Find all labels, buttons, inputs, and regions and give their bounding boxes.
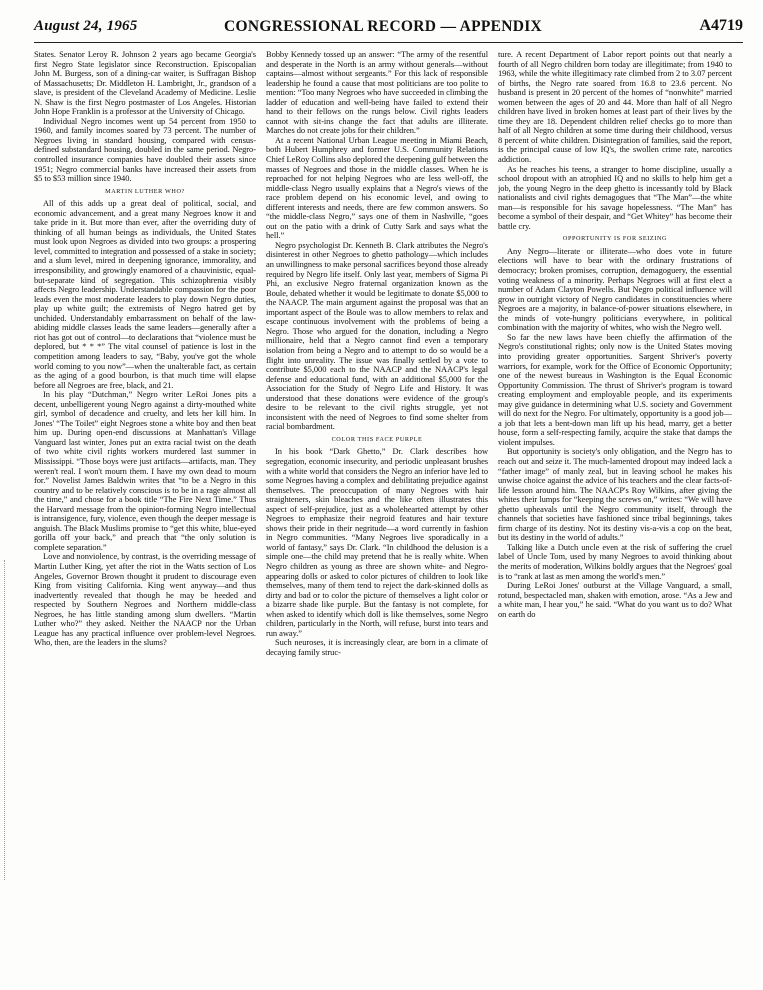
body-paragraph: States. Senator Leroy R. Johnson 2 years ago became Georgia's first Negro State legislator since Reconstruction. Episcopalian John M. Burgess, son of a dining-car waiter, is Suffragan Bishop of Massachusetts; Dr. Middleton H. Lambright, Jr., grandson of a slave, is president of the Cleveland Academy of Medicine. Leslie N. Shaw is the first Negro postmaster of Los Angeles. Historian John Hope Franklin is a professor at the University of Chicago. xyxy=(34,50,256,117)
body-paragraph: Bobby Kennedy tossed up an answer: “The army of the resentful and desperate in the North is an army without generals—without captains—almost without sergeants.” For this lack of responsible leadership he found a cause that most politicians are too polite to mention: “Too many Negroes who have succeeded in climbing the ladder of education and well-being have failed to extend their hand to their fellows on the rungs below. Civil rights leaders cannot with sit-ins change the fact that adults are illiterate. Marches do not create jobs for their children.” xyxy=(266,50,488,136)
text-column-3 xyxy=(498,50,732,980)
body-paragraph: Talking like a Dutch uncle even at the risk of suffering the cruel label of Uncle Tom, used by many Negroes to avoid thinking about the merits of moderation, Wilkins boldly argues that the Negroes' goal is to “rank at last as men among the world's men.” xyxy=(498,541,732,581)
body-paragraph: Individual Negro incomes went up 54 percent from 1950 to 1960, and family incomes soared by 73 percent. The number of Negroes living in standard housing, compared with census-defined substandard housing, doubled in the same period. Negro-controlled insurance companies have doubled their assets since 1951; Negro commercial banks have increased their assets from $5 to $53 million since 1940. xyxy=(34,115,256,184)
section-heading: MARTIN LUTHER WHO? xyxy=(105,187,185,195)
body-paragraph: Love and nonviolence, by contrast, is the overriding message of Martin Luther King, yet after the riot in the Watts section of Los Angeles, Governor Brown thought it prudent to discourage even King from visiting California. King went anyway—and thus inadvertently revealed that though he may be heeded and respected by Southern Negroes and Northern middle-class Negroes, he has little standing among slum dwellers. “Martin Luther who?” they asked. Neither the NAACP nor the Urban League has any practical influence over problem-level Negroes. Who, then, are the leaders in the slums? xyxy=(34,551,256,648)
header-rule xyxy=(34,42,743,43)
body-paragraph: So far the new laws have been chiefly the affirmation of the Negro's constitutional rights; only now is the United States moving into providing greater opportunities. Sargent Shriver's poverty warriors, for example, work for the Office of Economic Opportunity; one of the newest bureaus in Washington is the Equal Economic Opportunity Commission. The thrust of Shriver's program is toward creating employment and employable people, and its experiments may give guidance in determining what U.S. society and Government will do next for the Negro. For ultimately, opportunity is a good job—a job that lets a bent-down man lift up his head, marry, get a better house, form a self-respecting family, acquire the stake that damps the violent impulses. xyxy=(498,331,732,447)
body-paragraph: Any Negro—literate or illiterate—who does vote in future elections will have to bear with the ordinary frustrations of democracy; broken promises, corruption, demagoguery, the essential voting weakness of a minority. Perhaps Negroes will at first elect a number of Adam Clayton Powells. But Negro political influence will grow in outright victory of Negro candidates in constituencies where Negroes are a majority, in balance-of-power situations elsewhere, in the minds of vote-hungry politicians everywhere, in political combination with the majority of whites, who wish the Negro well. xyxy=(498,245,732,333)
section-heading: COLOR THIS FACE PURPLE xyxy=(331,435,423,443)
body-paragraph: But opportunity is society's only obligation, and the Negro has to reach out and seize it. The much-lamented dropout may indeed lack a “father image” of manly zeal, but in leaving school he makes his unwise choice against the advice of his teachers and the clear facts-of-life lesson around him. The NAACP's Roy Wilkins, after giving the whites their lumps for “keeping the screws on,” writes: “We will have ghetto upheavals until the Negro community itself, through the channels that societies have fashioned since tribal beginnings, takes firm charge of its destiny. Not its destiny vis-a-vis a cop on the beat, but its destiny in the world of adults.” xyxy=(498,446,732,543)
body-paragraph: In his play “Dutchman,” Negro writer LeRoi Jones pits a decent, unbelligerent young Negro against a dirty-mouthed white girl, symbol of decadence and cruelty, and lets her kill him. In Jones' “The Toilet” eight Negroes stone a white boy and then beat him up. During open-end discussions at Manhattan's Village Vanguard last winter, Jones put an extra racial twist on the death of two white civil rights workers murdered last summer in Mississippi. “Those boys were just artifacts—artifacts, man. They weren't real. I won't mourn them. I have my own dead to mourn for.” Novelist James Baldwin writes that “to be a Negro in this country and to be relatively conscious is to be in a rage almost all the time,” and chose for a book title “The Fire Next Time.” Thus the Harvard message from the opinion-forming Negro intellectual is intransigence, fury, violence, even though the deeper message is anguish. The Black Muslims promise to “get this white, blue-eyed gorilla off your back,” and preach that “the only solution is complete separation.” xyxy=(34,389,256,552)
section-heading: OPPORTUNITY IS FOR SEIZING xyxy=(562,235,668,243)
body-paragraph: Such neuroses, it is increasingly clear, are born in a climate of decaying family struc- xyxy=(266,637,488,657)
page-header xyxy=(34,16,743,40)
text-column-1 xyxy=(34,50,256,980)
body-paragraph: ture. A recent Department of Labor report points out that nearly a fourth of all Negro children born today are illegitimate; from 1940 to 1963, while the white illegitimacy rate climbed from 2 to 3.07 percent of births, the Negro rate soared from 16.8 to 23.6 percent. No husband is present in 20 percent of the homes of “nonwhite” married women between the ages of 20 and 44. More than half of all Negro children have lived in broken homes at least part of their lives by the time they are 18. Dependent children relief checks go to more than half of all Negro children at some time during their childhood, versus 8 percent of white children. Disintegration of families, said the report, is the principal cause of low IQ's, the swollen crime rate, narcotics addiction. xyxy=(498,50,732,165)
body-paragraph: As he reaches his teens, a stranger to home discipline, usually a school dropout with an atrophied IQ and no skills to help him get a job, the young Negro in the deep ghetto is incessantly told by Black nationalists and civil rights demagogues that “The Man”—the white man—is responsible for his savage hopelessness. “The Man” has become a symbol of their despair, and “Get Whitey” has become their battle cry. xyxy=(498,163,732,231)
body-paragraph: In his book “Dark Ghetto,” Dr. Clark describes how segregation, economic insecurity, and periodic unpleasant brushes with a white world that considers the Negro an inferior have led to some Negroes having a complex and debilitating prejudice against themselves. The preoccupation of many Negroes with hair straighteners, skin bleaches and the like often illustrates this aspect of self-prejudice, just as a wholehearted attempt by other Negroes to emphasize their negroid features and hair texture shows their pride in their negritude—a word currently in fashion in Negro communities. “Many Negroes live sporadically in a world of fantasy,” says Dr. Clark. “In childhood the delusion is a simple one—the child may pretend that he is really white. When Negro children as young as three are shown white- and Negro-appearing dolls or asked to color pictures of children to look like themselves, many of them tend to reject the dark-skinned dolls as dirty and bad or to color the picture of themselves a light color or a bizarre shade like purple. But the fantasy is not complete, for when asked to identify which doll is like themselves, some Negro children, particularly in the North, will refuse, burst into tears and run away.” xyxy=(266,446,488,638)
header-page-number: A4719 xyxy=(699,17,743,34)
margin-mark xyxy=(4,560,6,880)
body-paragraph: Negro psychologist Dr. Kenneth B. Clark attributes the Negro's disinterest in other Negroes to ghetto pathology—which includes an unwillingness to make personal sacrifices beyond those already required by Negro life itself. Only last year, members of Sigma Pi Phi, an exclusive Negro fraternal organization known as the Boule, debated whether it would be legitimate to donate $5,000 to the NAACP. The main argument against the proposal was that an important aspect of the Boule was to allow members to relax and escape continuous involvement with the problems of being a Negro. Those who argued for the donation, including a Negro millionaire, held that a Negro cannot find even a temporary isolation from being a Negro and to attempt to do so would be a flight into unreality. The issue was finally settled by a vote to contribute $5,000 each to the NAACP and the NAACP's legal defense and educational fund, with an additional $5,000 for the Association for the Study of Negro Life and History. It was understood that these donations were evidence of the group's desire to be relevant to the civil rights struggle, yet not inconsistent with the need of Negroes to find some shelter from racial bombardment. xyxy=(266,239,488,432)
header-title: CONGRESSIONAL RECORD — APPENDIX xyxy=(224,18,543,35)
body-paragraph: All of this adds up a great deal of political, social, and economic advancement, and a great many Negroes know it and take pride in it. But more than ever, after the overriding duty of thinking of all human beings as individuals, the United States must look upon Negroes as divided into two groups: a prospering level, committed to integration and possessed of a stake in society; and a slum level, mired in deepening ignorance, immorality, and irresponsibility, and growingly enamored of a chauvinistic, equal-but-separate kind of segregation. This schizophrenia visibly affects Negro leadership. Understandable compassion for the poor leads even the most moderate leaders to play down Negro duties, play up white guilt; the extremists of Negro hatred get by unchided. Understandably embarrassment on behalf of the law-abiding middle classes leads the same leaders—generally after a riot has got out of control—to declarations that “violence must be deplored, but * * *” The vital counsel of patience is lost in the competition among leaders to say, “Baby, you've got the whole world coming to you now”—when the unalterable fact, as certain as the aging of a good bourbon, is that much time will elapse before all Negroes are free, black, and 21. xyxy=(34,198,256,390)
header-date: August 24, 1965 xyxy=(34,18,138,34)
text-column-2 xyxy=(266,50,488,980)
body-paragraph: At a recent National Urban League meeting in Miami Beach, both Hubert Humphrey and former U.S. Community Relations Chief LeRoy Collins also deplored the deepening gulf between the masses of Negroes and those in the middle classes. When he is reproached for not helping Negroes who are less well-off, the middle-class Negro usually explains that a Negro's views of the race problem depend on his economic level, and owing to different interests and needs, there are few common answers. So “the middle-class Negro,” says one of them in Nashville, “goes out on the patio with a drink of Cutty Sark and says what the hell.” xyxy=(266,134,488,241)
body-paragraph: During LeRoi Jones' outburst at the Village Vanguard, a small, rotund, bespectacled man, shaken with emotion, arose. “As a Jew and a white man, I hear you,” he said. “What do you want us to do? What on earth do xyxy=(498,580,732,619)
